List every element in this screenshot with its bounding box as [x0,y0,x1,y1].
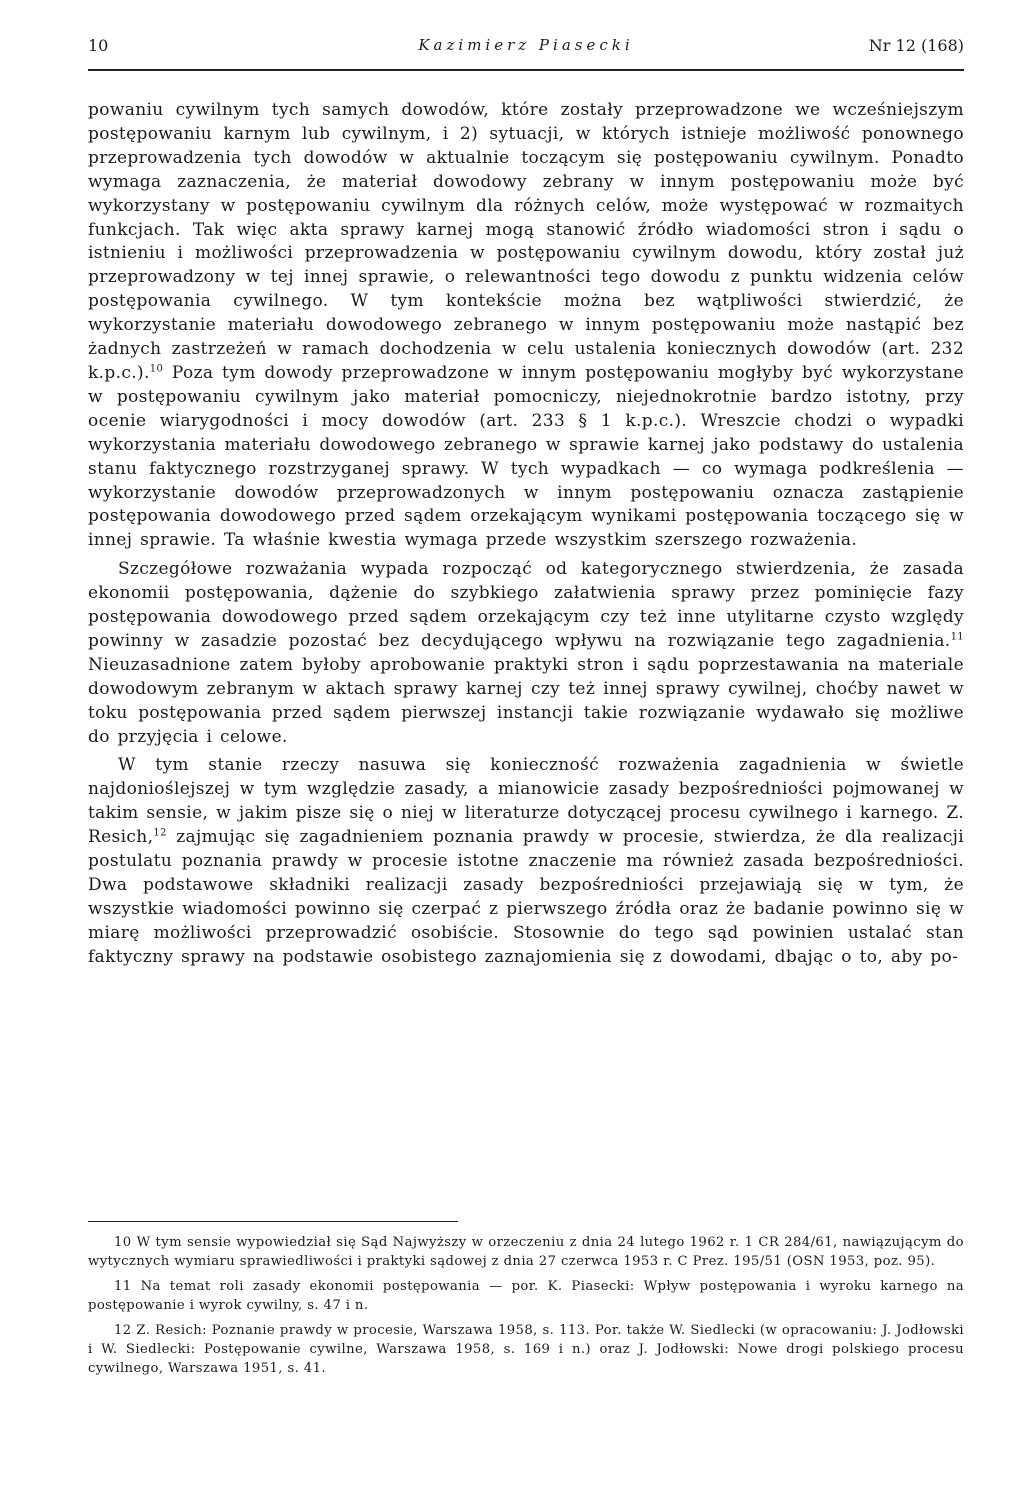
footnote-text: Na temat roli zasady ekonomii postępowania — por. K. Piasecki: Wpływ postępowania i wyroku karnego na postępowanie i wyrok cywilny, s. 47 i n. [88,1279,964,1313]
header-rule [88,69,964,71]
footnote-10 [88,1233,964,1271]
footnote-11 [88,1277,964,1315]
body-text [88,99,964,975]
paragraph-1 [88,99,964,553]
footnote-number: 10 [114,1235,132,1250]
paragraph-1-text-a: powaniu cywilnym tych samych dowodów, które zostały przeprowadzone we wcześniejszym postępowaniu karnym lub cywilnym, i 2) sytuacji, w których istnieje możliwość ponownego przeprowadzenia tych dowodów w aktualnie toczącym się postępowaniu cywilnym. Ponadto wymaga zaznaczenia, że materiał dowodowy zebrany w innym postępowaniu może być wykorzystany w postępowaniu cywilnym dla różnych celów, może występować w rozmaitych funkcjach. Tak więc akta sprawy karnej mogą stanowić źródło wiadomości stron i sądu o istnieniu i możliwości przeprowadzenia w postępowaniu cywilnym dowodu, który został już przeprowadzony w tej innej sprawie, o relewantności tego dowodu z punktu widzenia celów postępowania cywilnego. W tym kontekście można bez wątpliwości stwierdzić, że wykorzystanie materiału dowodowego zebranego w innym postępowaniu może nastąpić bez żadnych zastrzeżeń w ramach dochodzenia w celu ustalenia koniecznych dowodów (art. 232 k.p.c.). [88,100,964,383]
running-head-author: Kazimierz Piasecki [418,36,634,54]
footnote-text: Z. Resich: Poznanie prawdy w procesie, Warszawa 1958, s. 113. Por. także W. Siedlecki (w opracowaniu: J. Jodłowski i W. Siedlecki: Postępowanie cywilne, Warszawa 1958, s. 169 i n.) oraz J. Jodłowski: Nowe drogi polskiego procesu cywilnego, Warszawa 1951, s. 41. [88,1323,964,1376]
footnotes [88,1233,964,1384]
footnote-ref-12: 12 [153,827,167,839]
paragraph-2 [88,558,964,749]
paragraph-2-text-a: Szczegółowe rozważania wypada rozpocząć od kategorycznego stwierdzenia, że zasada ekonomii postępowania, dążenie do szybkiego załatwienia sprawy przez pominięcie fazy postępowania dowodowego przed sądem orzekającym czy też inne utylitarne czysto względy powinny w zasadzie pozostać bez decydującego wpływu na rozwiązanie tego zagadnienia. [88,559,964,651]
footnote-number: 11 [114,1279,132,1294]
page-number: 10 [88,36,109,55]
issue-number: Nr 12 (168) [868,36,964,55]
paragraph-3-text-b: zajmując się zagadnieniem poznania prawdy w procesie, stwierdza, że dla realizacji postulatu poznania prawdy w procesie istotne znaczenie ma również zasada bezpośredniości. Dwa podstawowe składniki realizacji zasady bezpośredniości przejawiają się w tym, że wszystkie wiadomości powinno się czerpać z pierwszego źródła oraz że badanie powinno się w miarę możliwości przeprowadzić osobiście. Stosownie do tego sąd powinien ustalać stan faktyczny sprawy na podstawie osobistego zaznajomienia się z dowodami, dbając o to, aby po- [88,827,964,967]
running-head [88,36,964,66]
paragraph-1-text-b: Poza tym dowody przeprowadzone w innym postępowaniu mogłyby być wykorzystane w postępowaniu cywilnym jako materiał pomocniczy, niejednokrotnie bardzo istotny, przy ocenie wiarygodności i mocy dowodów (art. 233 § 1 k.p.c.). Wreszcie chodzi o wypadki wykorzystania materiału dowodowego zebranego w sprawie karnej jako podstawy do ustalenia stanu faktycznego rozstrzyganej sprawy. W tych wypadkach — co wymaga podkreślenia — wykorzystanie dowodów przeprowadzonych w innym postępowaniu oznacza zastąpienie postępowania dowodowego przed sądem orzekającym wynikami postępowania toczącego się w innej sprawie. Ta właśnie kwestia wymaga przede wszystkim szerszego rozważenia. [88,362,964,551]
paragraph-2-text-b: Nieuzasadnione zatem byłoby aprobowanie praktyki stron i sądu poprzestawania na materiale dowodowym zebranym w aktach sprawy karnej czy też innej sprawy cywilnej, choćby nawet w toku postępowania przed sądem pierwszej instancji takie rozwiązanie wydawało się możliwe do przyjęcia i celowe. [88,654,964,747]
footnote-number: 12 [114,1323,132,1338]
paragraph-3 [88,754,964,969]
footnote-12 [88,1321,964,1378]
footnote-text: W tym sensie wypowiedział się Sąd Najwyższy w orzeczeniu z dnia 24 lutego 1962 r. 1 CR 284/61, nawiązującym do wytycznych wymiaru sprawiedliwości i praktyki sądowej z dnia 27 czerwca 1953 r. C Prez. 195/51 (OSN 1953, poz. 95). [88,1235,964,1269]
footnote-ref-10: 10 [149,363,164,375]
footnote-ref-11: 11 [950,631,964,643]
footnote-rule [88,1221,458,1222]
paragraph-3-text-a: W tym stanie rzeczy nasuwa się konieczność rozważenia zagadnienia w świetle najdonioślejszej w tym względzie zasady, a mianowicie zasady bezpośredniości pojmowanej w takim sensie, w jakim pisze się o niej w literaturze dotyczącej procesu cywilnego i karnego. Z. Resich, [88,755,964,848]
